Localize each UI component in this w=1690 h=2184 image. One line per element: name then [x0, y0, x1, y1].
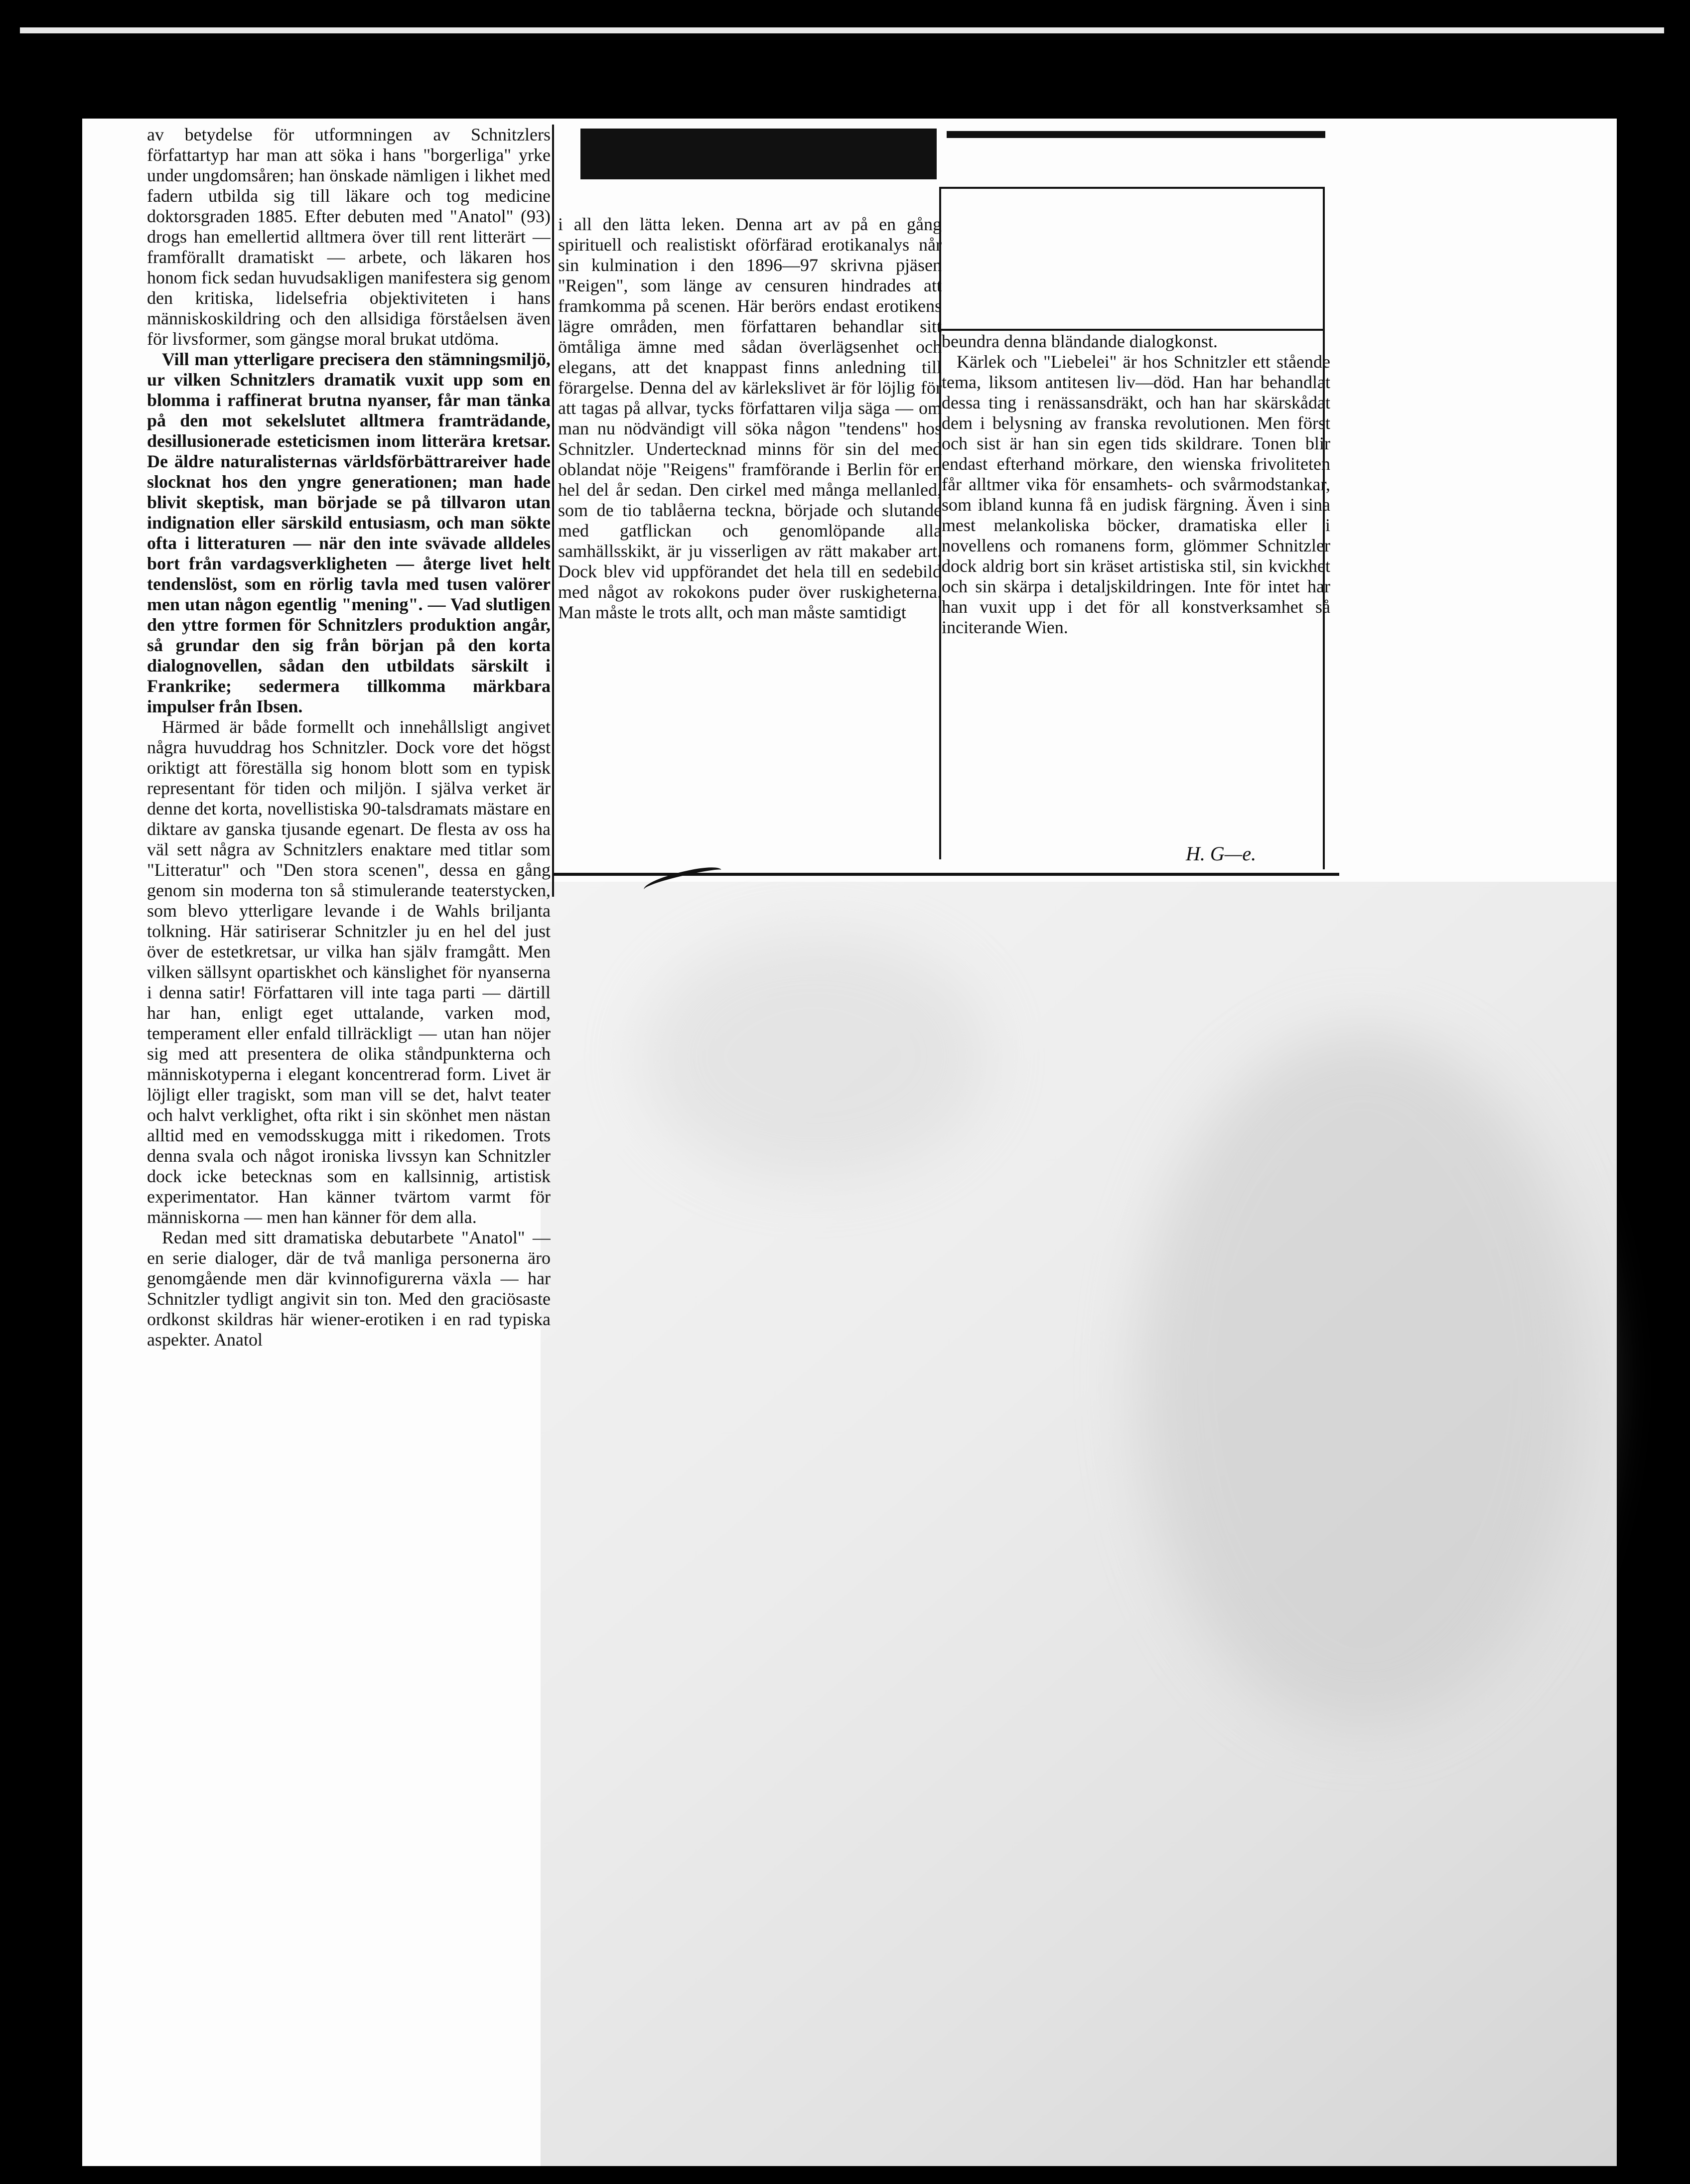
paragraph: Härmed är både formellt och innehållsligt angivet några huvuddrag hos Schnitzler. Dock vore det högst oriktigt att föreställa sig honom blott som en typisk representant för tiden och miljön. I själva verket är denne det korta, novellistiska 90-talsdramats mästare en diktare av ganska tjusande egenart. De flesta av oss ha väl sett några av Schnitzlers enaktare med titlar som "Litteratur" och "Den stora scenen", dessa en gång genom sin moderna ton så stimulerande teaterstycken, som blevo ytterligare levande i de Wahls briljanta tolkning. Här satiriserar Schnitzler ju en hel del just över de estetkretsar, ur vilka han själv framgått. Men vilken sällsynt opartiskhet och känslighet för nyanserna i denna satir! Författaren vill inte taga parti — därtill har han, enligt eget uttalande, varken mod, temperament eller enfald tillräckligt — utan han nöjer sig med att presentera de olika ståndpunkterna och människotyperna i elegant koncentrerad form. Livet är löjligt eller tragiskt, som man vill se det, halvt teater och halvt verklighet, ofta rikt i sin skönhet men nästan alltid med en vemodsskugga mitt i rikedomen. Trots denna svala och något ironiska livssyn kan Schnitzler dock icke betecknas som en kallsinnig, artistisk experimentator. Han känner tvärtom varmt för människorna — men han känner för dem alla. — [147, 717, 551, 1227]
film-top-rule — [20, 27, 1664, 33]
article-column-1 — [147, 125, 551, 2157]
paragraph: Kärlek och "Liebelei" är hos Schnitzler ett stående tema, liksom antitesen liv—död. Han har behandlat dessa ting i renässansdräkt, och han har skärskådat dem i belysning av franska revolutionen. Men först och sist är han sin egen tids skildrare. Tonen blir endast efterhand mörkare, den wienska frivoliteten får alltmer vika för ensamhets- och svårmodstankar, som ibland kunna få en judisk färgning. Även i sina mest melankoliska böcker, dramatiska eller i novellens och romanens form, glömmer Schnitzler dock aldrig bort sin kräset artistiska stil, sin kvickhet och sin skärpa i detaljskildringen. Inte för intet har han vuxit upp i det för all konstverksamhet så inciterande Wien. — [942, 352, 1330, 637]
paragraph: i all den lätta leken. Denna art av på en gång spirituell och realistiskt oförfärad erotikanalys når sin kulmination i den 1896—97 skrivna pjäsen "Reigen", som länge av censuren hindrades att framkomma på scenen. Här berörs endast erotikens lägre områden, men författaren behandlar sitt ömtåliga ämne med sådan överlägsenhet och elegans, att det knappast finns anledning till förargelse. Denna del av kärlekslivet är för löjlig för att tagas på allvar, tycks författaren vilja säga — om man nu nödvändigt vill söka någon "tendens" hos Schnitzler. Undertecknad minns för sin del med oblandat nöje "Reigens" framförande i Berlin för en hel del år sedan. Den cirkel med många mellanled, som de tio tablåerna teckna, började och slutande med gatflickan och genomlöpande alla samhällsskikt, är ju visserligen av rätt makaber art. Dock blev vid uppförandet det hela till en sedebild med något av rokokons puder över ruskigheterna. Man måste le trots allt, och man måste samtidigt — [558, 214, 942, 622]
author-signature: H. G—e. — [1186, 842, 1257, 865]
frame-rule — [939, 187, 1324, 189]
paragraph: av betydelse för utformningen av Schnitzlers författartyp har man att söka i hans "borgerliga" yrke under ungdomsåren; han önskade nämligen i likhet med fadern utbilda sig till läkare och tog medicine doktorsgraden 1885. Efter debuten med "Anatol" (93) drogs han emellertid alltmera över till rent litterärt — framförallt dramatiskt — arbete, och läkaren hos honom fick sedan huvudsakligen manifestera sig genom den kritiska, lidelsefria objektiviteten i hans människoskildring och den allsidiga förståelsen även för livsformer, som gängse moral brukat utdöma. — [147, 125, 551, 349]
frame-rule — [939, 329, 1324, 331]
article-column-3 — [942, 331, 1330, 879]
paragraph: beundra denna bländande dialogkonst. — [942, 331, 1218, 351]
stain — [1138, 1031, 1587, 1729]
article-column-2 — [558, 214, 942, 862]
column-rule — [552, 125, 554, 897]
mounting-paper — [541, 882, 1617, 2166]
stain — [640, 932, 989, 1181]
paragraph: Vill man ytterligare precisera den stämningsmiljö, ur vilken Schnitzlers dramatik vuxit upp som en blomma i raffinerat brutna nyanser, får man tänka på den mot sekelslutet alltmera framträdande, desillusionerade esteticismen inom litterära kretsar. De äldre naturalisternas världsförbättrareiver hade slocknat hos den yngre generationen; man hade blivit skeptisk, man började se på tillvaron utan indignation eller särskild entusiasm, och man sökte ofta i litteraturen — när den inte svävade alldeles bort från vardagsverkligheten — återge livet helt tendenslöst, som en rörlig tavla med tusen valörer men utan någon egentlig "mening". — Vad slutligen den yttre formen för Schnitzlers produktion angår, så grundar den sig från början på den korta dialognovellen, sådan den utbildats särskilt i Frankrike; sedermera tillkomma märkbara impulser från Ibsen. — [147, 349, 551, 716]
column-header-bar — [580, 129, 937, 179]
frame-top-rule — [947, 131, 1325, 138]
paragraph: Redan med sitt dramatiska debutarbete "Anatol" — en serie dialoger, där de två manliga personerna äro genomgående men där kvinnofigurerna växla — har Schnitzler tydligt angivit sin ton. Med den graciösaste ordkonst skildras här wiener-erotiken i en rad typiska aspekter. Anatol — [147, 1228, 551, 1350]
